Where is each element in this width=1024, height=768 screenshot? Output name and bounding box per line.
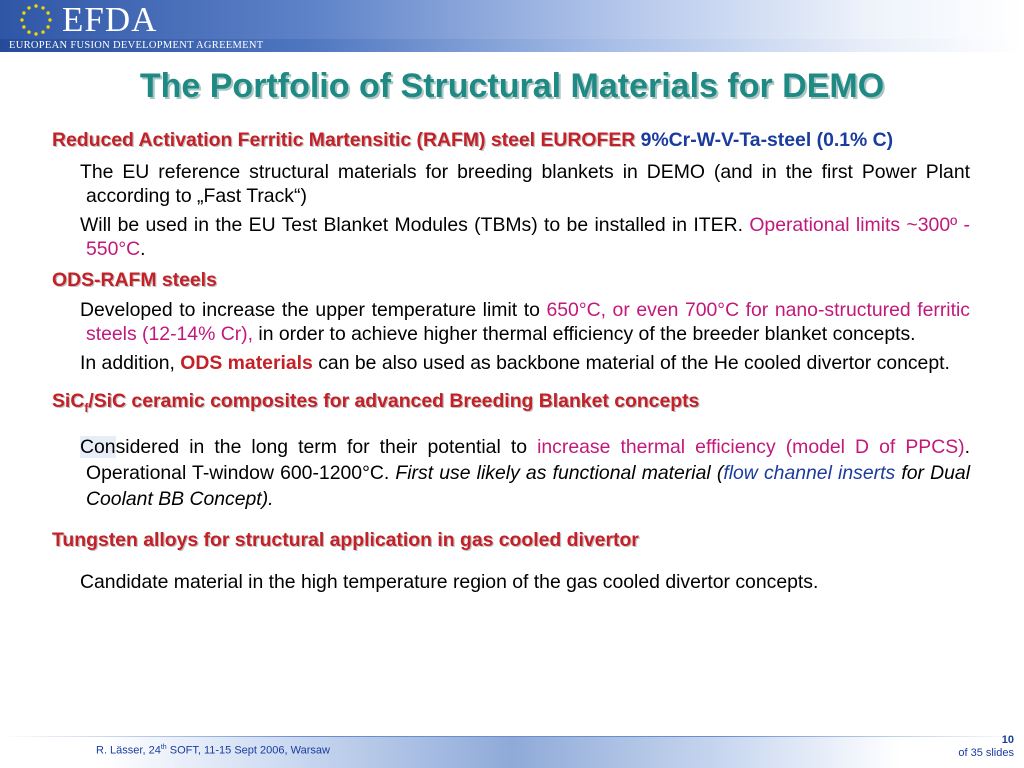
rafm-text-2: Will be used in the EU Test Blanket Modules (TBMs) to be installed in ITER. [80,214,743,236]
sic-heading-sub: f [84,400,89,415]
sic-paragraph-1 [52,434,970,512]
sic-heading [52,390,700,415]
rafm-text-1: The EU reference structural materials for breeding blankets in DEMO (and in the first Power Plant according to „Fast Track“) [80,161,970,207]
footer-event: SOFT, 11-15 Sept 2006, Warsaw [169,744,330,757]
rafm-heading-blue: 9%Cr-W-V-Ta-steel (0.1% C) [640,129,894,151]
page-current: 10 [1001,734,1014,746]
page-total: of 35 slides [958,747,1014,759]
section-ods-heading [52,268,970,292]
slide-content [52,128,970,596]
rafm-paragraph-2 [52,213,970,261]
section-tungsten-heading [52,528,970,552]
tungsten-heading: Tungsten alloys for structural application in gas cooled divertor [52,528,639,551]
rafm-paragraph-1 [52,160,970,208]
ods-text-2a: In addition, [80,352,175,374]
tungsten-text: Candidate material in the high temperature region of the gas cooled divertor concepts. [80,570,819,593]
section-rafm-heading [52,128,970,152]
footer-author-sup: th [160,744,167,751]
ods-paragraph-1 [52,298,970,346]
logo-text: EFDA [62,0,158,39]
sic-heading-pre: SiC [52,390,85,412]
ods-materials-text: ODS materials [180,352,313,374]
eu-stars-icon [18,2,54,38]
ods-paragraph-2 [52,351,970,375]
sic-flow-channel-text: flow channel inserts [723,461,896,484]
ods-temperature-text: 650°C, or even 700°C for nano-structured ferritic steels (12-14% Cr), [86,299,970,345]
ods-text-1a: Developed to increase the upper temperature limit to [80,299,540,321]
footer-line [0,736,1024,737]
rafm-operational-limits: Operational limits ~300º - 550°C [86,214,970,260]
slide-title: The Portfolio of Structural Materials for DEMO [139,67,885,105]
sic-efficiency-text: increase thermal efficiency (model D of PPCS) [537,435,965,458]
sic-text-c: . Operational T-window 600-1200°C. [86,435,970,484]
rafm-text-2-end: . [140,238,146,260]
rafm-heading-red: Reduced Activation Ferritic Martensitic (RAFM) steel EUROFER [52,129,636,151]
logo-subtitle: EUROPEAN FUSION DEVELOPMENT AGREEMENT [9,40,264,51]
section-sic-heading [52,389,970,420]
page-number [958,734,1014,760]
footer-credit [96,744,330,757]
sic-text-a: sidered in the long term for their potential to [115,435,528,458]
ods-heading: ODS-RAFM steels [52,269,217,291]
sic-text-f: for Dual Coolant BB Concept). [86,461,971,510]
ods-text-1c: in order to achieve higher thermal efficiency of the breeder blanket concepts. [258,323,916,345]
footer-author: R. Lässer, 24 [96,744,161,757]
ods-text-2c: can be also used as backbone material of the He cooled divertor concept. [318,352,950,374]
sic-text-highlight: Con [80,435,116,458]
sic-heading-post: /SiC ceramic composites for advanced Breeding Blanket concepts [88,390,700,412]
tungsten-paragraph-1 [52,568,970,596]
sic-text-d: First use likely as functional material ( [395,461,724,484]
